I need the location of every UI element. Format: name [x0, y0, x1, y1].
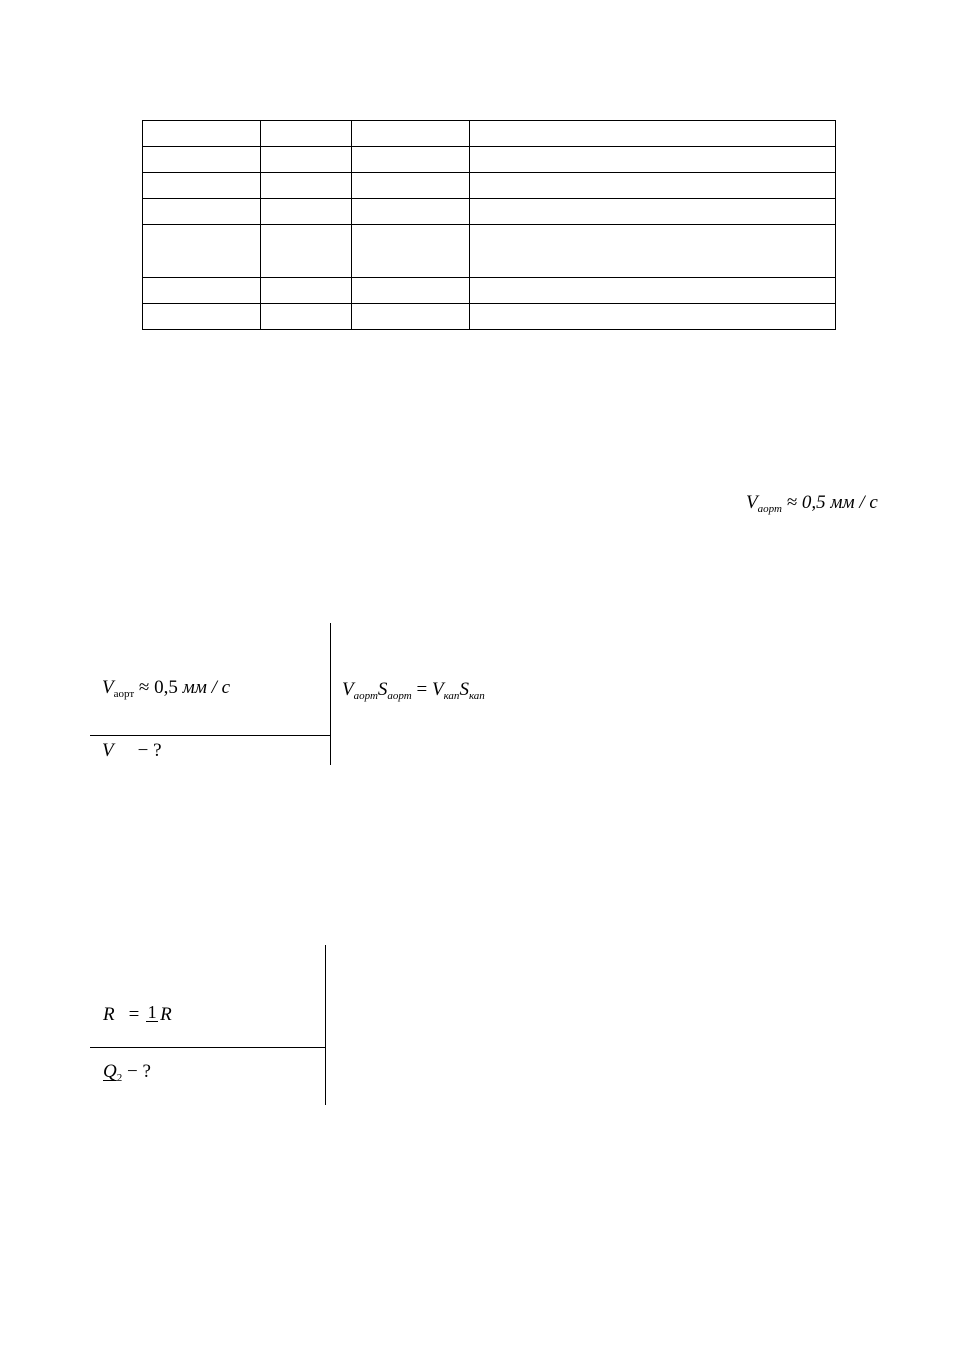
table-cell — [352, 225, 470, 278]
table-cell — [143, 225, 261, 278]
table-row — [143, 147, 836, 173]
table-cell — [352, 304, 470, 330]
problem1-divider-vertical — [330, 623, 331, 765]
empty-grid-table — [142, 120, 836, 330]
table-cell — [352, 199, 470, 225]
table-row — [143, 225, 836, 278]
table-cell — [470, 225, 836, 278]
continuity-equation: $V_{аорт}S_{аорт} = V_{кап}S_{кап}$ — [342, 679, 485, 702]
table-cell — [143, 278, 261, 304]
table-cell — [261, 225, 352, 278]
table-cell — [470, 304, 836, 330]
table-cell — [143, 121, 261, 147]
table-cell — [143, 147, 261, 173]
table-cell — [470, 278, 836, 304]
table-cell — [261, 199, 352, 225]
table-cell — [352, 278, 470, 304]
table-cell — [470, 147, 836, 173]
table-cell — [352, 173, 470, 199]
table-cell — [261, 304, 352, 330]
table-cell — [470, 173, 836, 199]
table-row — [143, 173, 836, 199]
table-cell — [143, 304, 261, 330]
table-cell — [261, 121, 352, 147]
grid-table-body — [143, 121, 836, 330]
table-row — [143, 304, 836, 330]
table-cell — [470, 199, 836, 225]
aorta-speed-formula: $V_{аорт} \approx 0,5$ мм / с — [746, 492, 878, 515]
table-cell — [143, 199, 261, 225]
problem1-find: V − ? — [102, 740, 162, 761]
table-cell — [352, 147, 470, 173]
problem2-given: R = 1 R — [103, 1002, 172, 1025]
table-cell — [261, 147, 352, 173]
problem2-find: $Q_2$ − ? — [103, 1061, 151, 1084]
table-cell — [352, 121, 470, 147]
table-row — [143, 278, 836, 304]
one-over-fraction: 1 — [147, 1002, 157, 1023]
problem2-divider-horizontal — [90, 1047, 325, 1048]
table-cell — [261, 173, 352, 199]
problem2-divider-vertical — [325, 945, 326, 1105]
problem1-divider-horizontal — [90, 735, 330, 736]
table-cell — [143, 173, 261, 199]
table-cell — [261, 278, 352, 304]
table-row — [143, 199, 836, 225]
problem1-given: $V_{аорт} \approx 0,5$ мм / с — [102, 677, 231, 700]
table-row — [143, 121, 836, 147]
table-cell — [470, 121, 836, 147]
